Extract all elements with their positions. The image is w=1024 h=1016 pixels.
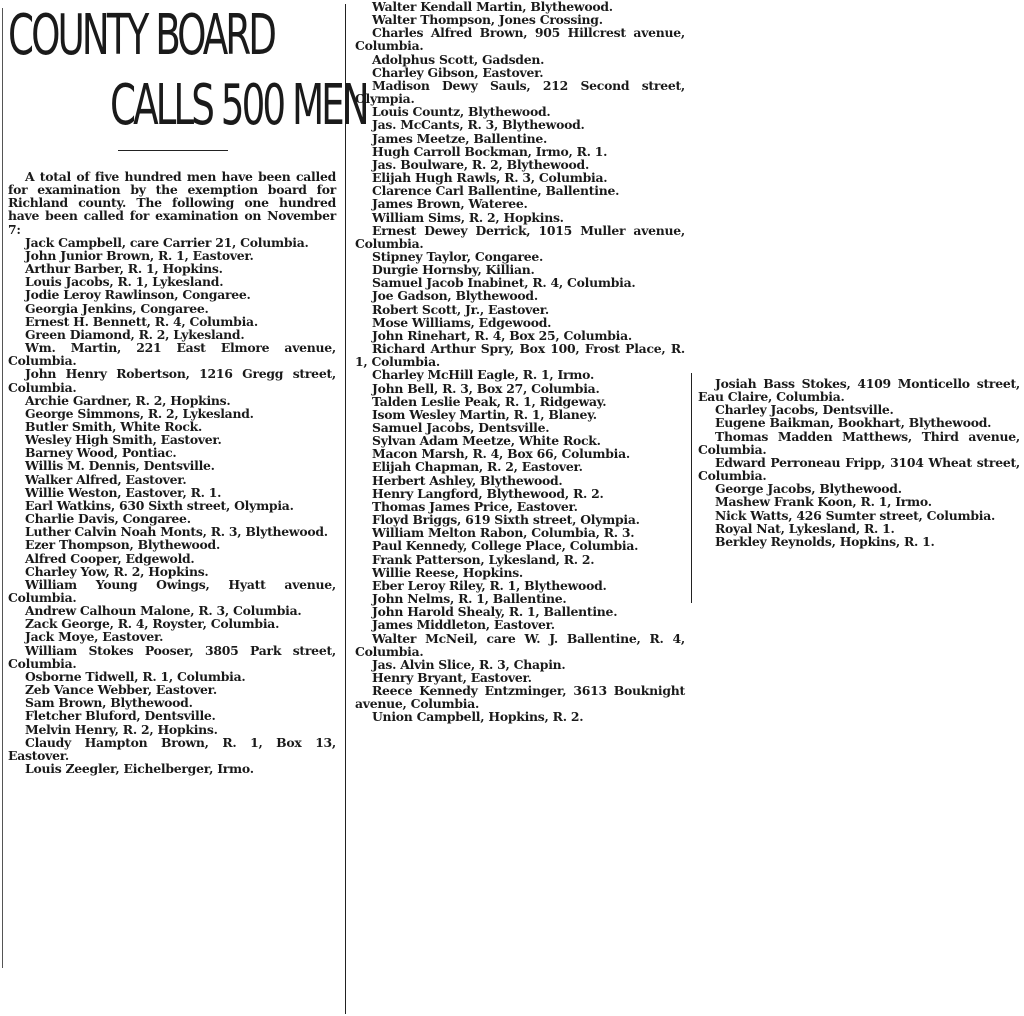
headline-rule (118, 150, 228, 151)
list-item: Charles Alfred Brown, 905 Hillcrest avenue, Columbia. (355, 25, 685, 54)
list-item: William Sims, R. 2, Hopkins. (372, 209, 564, 225)
list-item: Zack George, R. 4, Royster, Columbia. (25, 616, 280, 632)
column-divider-1 (345, 4, 346, 1014)
list-item: Willie Weston, Eastover, R. 1. (25, 484, 222, 500)
list-item: Joe Gadson, Blythewood. (372, 288, 538, 304)
list-item: Henry Bryant, Eastover. (372, 669, 532, 685)
list-item: Henry Langford, Blythewood, R. 2. (372, 485, 604, 501)
list-item: John Junior Brown, R. 1, Eastover. (25, 247, 254, 263)
intro-paragraph: A total of five hundred men have been called for examination by the exemption board for Richland county. The following one hundred have been called for examination on November 7: (8, 169, 336, 237)
list-item: Osborne Tidwell, R. 1, Columbia. (25, 668, 246, 684)
list-item: Georgia Jenkins, Congaree. (25, 300, 209, 316)
list-item: Charlie Davis, Congaree. (25, 511, 191, 527)
list-item: Floyd Briggs, 619 Sixth street, Olympia. (372, 512, 640, 528)
list-item: Hugh Carroll Bockman, Irmo, R. 1. (372, 143, 608, 159)
headline-line-1: COUNTY BOARD (8, 3, 274, 68)
list-item: Thomas Madden Matthews, Third avenue, Columbia. (698, 428, 1020, 457)
list-item: George Jacobs, Blythewood. (715, 481, 902, 497)
list-item: Adolphus Scott, Gadsden. (372, 51, 545, 67)
list-item: Mose Williams, Edgewood. (372, 314, 552, 330)
list-item: Samuel Jacob Inabinet, R. 4, Columbia. (372, 275, 636, 291)
list-item: Walter Kendall Martin, Blythewood. (372, 0, 613, 14)
list-item: Willie Reese, Hopkins. (372, 564, 523, 580)
list-item: Wesley High Smith, Eastover. (25, 432, 222, 448)
list-item: Frank Patterson, Lykesland, R. 2. (372, 551, 595, 567)
list-item: James Brown, Wateree. (372, 196, 528, 212)
list-item: Fletcher Bluford, Dentsville. (25, 708, 216, 724)
list-item: Jas. Alvin Slice, R. 3, Chapin. (372, 656, 566, 672)
list-item: William Melton Rabon, Columbia, R. 3. (372, 525, 635, 541)
article-body (8, 170, 336, 775)
name-list-1 (8, 236, 336, 775)
list-item: Durgie Hornsby, Killian. (372, 262, 535, 278)
list-item: Ezer Thompson, Blythewood. (25, 537, 221, 553)
list-item: Ernest Dewey Derrick, 1015 Muller avenue, Columbia. (355, 222, 685, 251)
list-item: Macon Marsh, R. 4, Box 66, Columbia. (372, 446, 630, 462)
list-item: Charley Yow, R. 2, Hopkins. (25, 563, 209, 579)
list-item: Ernest H. Bennett, R. 4, Columbia. (25, 313, 258, 329)
list-item: Josiah Bass Stokes, 4109 Monticello street, Eau Claire, Columbia. (698, 376, 1020, 405)
list-item: Walker Alfred, Eastover. (25, 471, 187, 487)
list-item: Louis Zeegler, Eichelberger, Irmo. (25, 761, 254, 777)
list-item: Walter Thompson, Jones Crossing. (372, 12, 603, 28)
list-item: Eugene Baikman, Bookhart, Blythewood. (715, 415, 992, 431)
list-item: William Young Owings, Hyatt avenue, Columbia. (8, 576, 336, 605)
list-item: Wm. Martin, 221 East Elmore avenue, Columbia. (8, 340, 336, 369)
list-item: Willis M. Dennis, Dentsville. (25, 458, 215, 474)
column-divider-2 (691, 373, 692, 603)
name-list-2 (355, 0, 685, 724)
list-item: Charley McHill Eagle, R. 1, Irmo. (372, 367, 595, 383)
list-item: Elijah Hugh Rawls, R. 3, Columbia. (372, 170, 608, 186)
list-item: Royal Nat, Lykesland, R. 1. (715, 520, 895, 536)
list-item: James Meetze, Ballentine. (372, 130, 548, 146)
list-item: Arthur Barber, R. 1, Hopkins. (25, 261, 223, 277)
list-item: William Stokes Pooser, 3805 Park street, Columbia. (8, 642, 336, 671)
list-item: Reece Kennedy Entzminger, 3613 Bouknight avenue, Columbia. (355, 683, 685, 712)
list-item: George Simmons, R. 2, Lykesland. (25, 405, 254, 421)
list-item: Barney Wood, Pontiac. (25, 445, 177, 461)
list-item: Edward Perroneau Fripp, 3104 Wheat street, Columbia. (698, 454, 1020, 484)
list-item: Paul Kennedy, College Place, Columbia. (372, 538, 639, 554)
list-item: Melvin Henry, R. 2, Hopkins. (25, 721, 218, 737)
list-item: Andrew Calhoun Malone, R. 3, Columbia. (25, 603, 302, 619)
list-item: Louis Countz, Blythewood. (372, 104, 551, 120)
list-item: James Middleton, Eastover. (372, 617, 555, 633)
list-item: Eber Leroy Riley, R. 1, Blythewood. (372, 577, 607, 593)
list-item: Herbert Ashley, Blythewood. (372, 472, 563, 488)
list-item: John Rinehart, R. 4, Box 25, Columbia. (372, 327, 632, 343)
list-item: Zeb Vance Webber, Eastover. (25, 682, 217, 698)
list-item: Jack Moye, Eastover. (25, 629, 164, 645)
list-item: Robert Scott, Jr., Eastover. (372, 301, 549, 317)
left-margin-rule (2, 8, 3, 968)
list-item: Claudy Hampton Brown, R. 1, Box 13, Eastover. (8, 734, 336, 763)
name-list-3 (698, 377, 1020, 548)
list-item: Butler Smith, White Rock. (25, 418, 203, 434)
list-item: Union Campbell, Hopkins, R. 2. (372, 709, 584, 725)
list-item: John Nelms, R. 1, Ballentine. (372, 591, 567, 607)
list-item: John Bell, R. 3, Box 27, Columbia. (372, 380, 600, 396)
list-item: Luther Calvin Noah Monts, R. 3, Blythewood. (25, 524, 328, 540)
headline-line-2: CALLS 500 MEN (110, 73, 367, 138)
list-item: Richard Arthur Spry, Box 100, Frost Place, R. 1, Columbia. (355, 341, 685, 370)
list-item: Talden Leslie Peak, R. 1, Ridgeway. (372, 393, 607, 409)
list-item: John Harold Shealy, R. 1, Ballentine. (372, 604, 618, 620)
list-item: Sam Brown, Blythewood. (25, 695, 193, 711)
list-item: Nick Watts, 426 Sumter street, Columbia. (715, 507, 996, 523)
list-item: Elijah Chapman, R. 2, Eastover. (372, 459, 583, 475)
list-item: Isom Wesley Martin, R. 1, Blaney. (372, 406, 597, 422)
list-item: Samuel Jacobs, Dentsville. (372, 420, 550, 435)
column-3 (698, 377, 1020, 548)
list-item: Jas. McCants, R. 3, Blythewood. (372, 117, 585, 133)
list-item: Clarence Carl Ballentine, Ballentine. (372, 183, 620, 199)
list-item: Walter McNeil, care W. J. Ballentine, R. 4, Columbia. (355, 630, 685, 659)
list-item: Madison Dewy Sauls, 212 Second street, Olympia. (355, 77, 685, 107)
column-2 (355, 0, 685, 724)
list-item: Jodie Leroy Rawlinson, Congaree. (25, 287, 251, 303)
list-item: Green Diamond, R. 2, Lykesland. (25, 326, 245, 342)
list-item: Berkley Reynolds, Hopkins, R. 1. (715, 533, 935, 549)
list-item: Archie Gardner, R. 2, Hopkins. (25, 392, 231, 408)
list-item: Louis Jacobs, R. 1, Lykesland. (25, 274, 224, 290)
list-item: Charley Jacobs, Dentsville. (715, 402, 894, 418)
list-item: Mashew Frank Koon, R. 1, Irmo. (715, 494, 932, 510)
list-item: John Henry Robertson, 1216 Gregg street, Columbia. (8, 366, 336, 395)
list-item: Alfred Cooper, Edgewold. (25, 550, 195, 566)
list-item: Jack Campbell, care Carrier 21, Columbia. (25, 234, 309, 250)
list-item: Jas. Boulware, R. 2, Blythewood. (372, 156, 590, 172)
list-item: Sylvan Adam Meetze, White Rock. (372, 433, 601, 449)
list-item: Earl Watkins, 630 Sixth street, Olympia. (25, 497, 294, 513)
list-item: Charley Gibson, Eastover. (372, 64, 544, 80)
list-item: Thomas James Price, Eastover. (372, 498, 578, 514)
list-item: Stipney Taylor, Congaree. (372, 248, 544, 264)
